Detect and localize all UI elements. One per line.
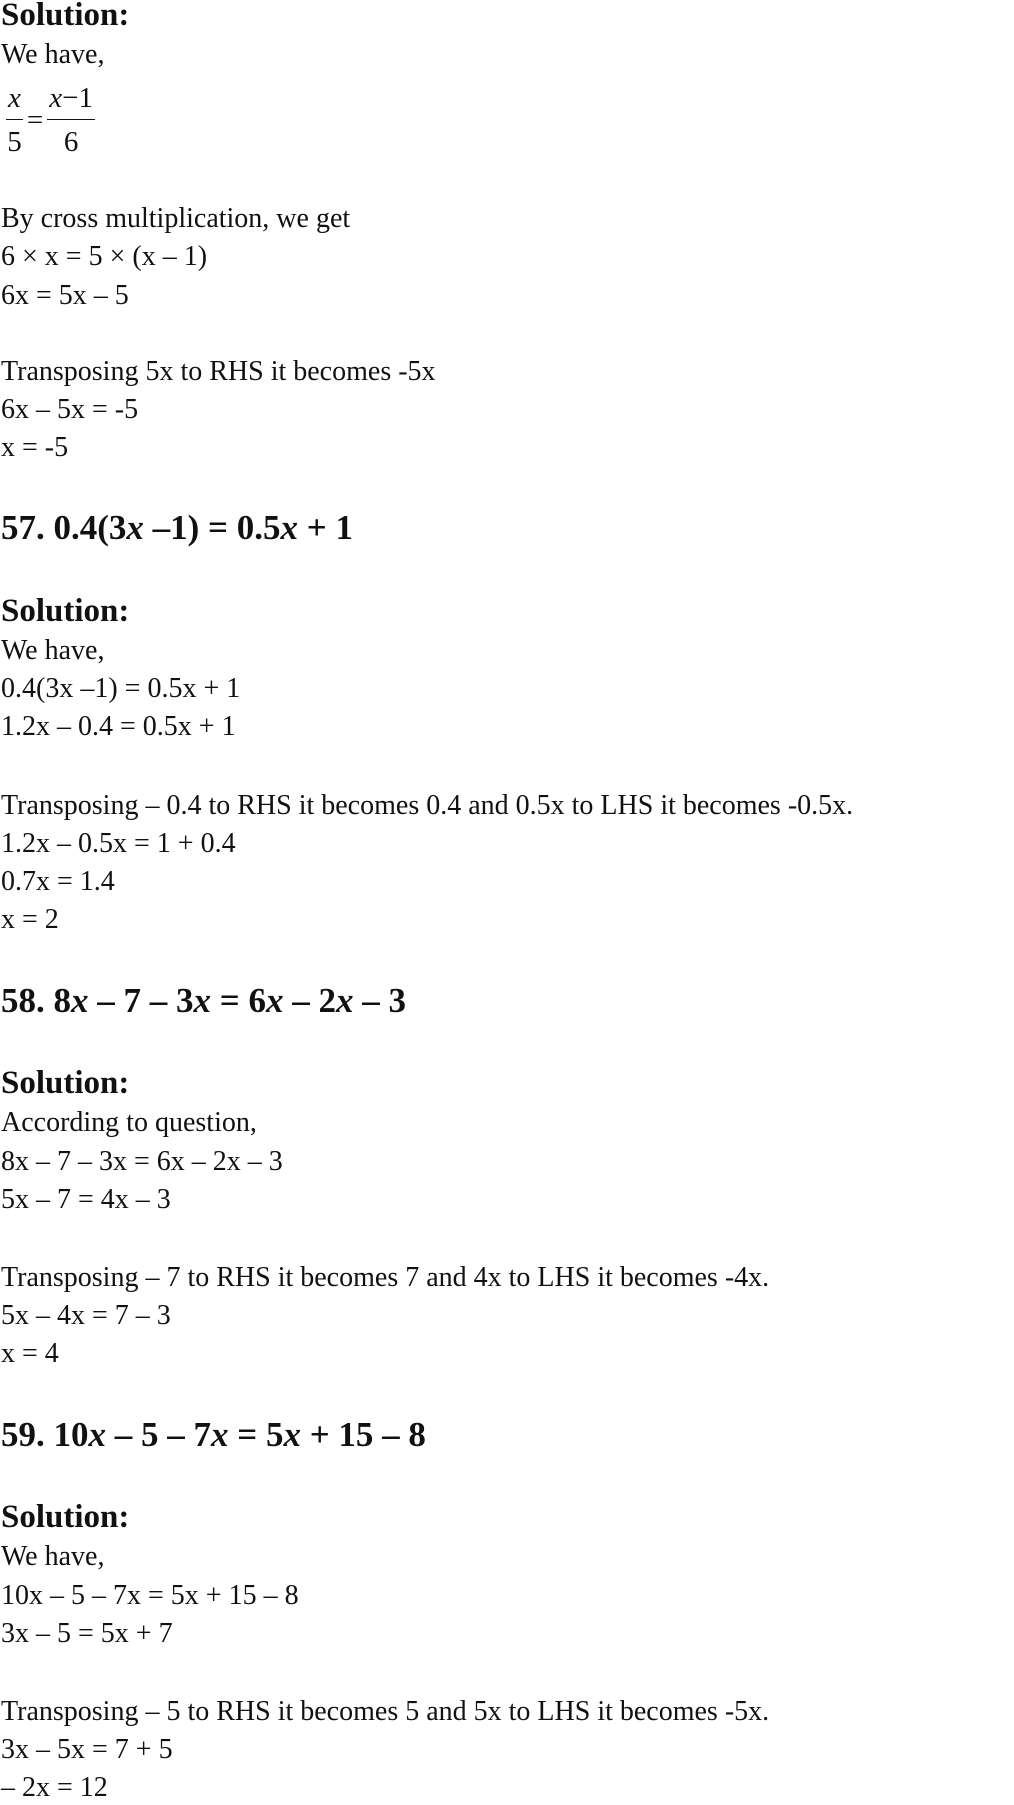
right-fraction [47,81,95,158]
right-numerator [47,81,95,120]
left-numerator: x [6,84,23,120]
step-line: 8x – 7 – 3x = 6x – 2x – 3 [1,1146,283,1177]
question-number: 59. [1,1415,45,1454]
solution-heading: Solution: [1,0,130,33]
step-line: 3x – 5x = 7 + 5 [1,1734,173,1765]
question-59-heading: 59. 10x – 5 – 7x = 5x + 15 – 8 [1,1415,426,1454]
step-line: 0.4(3x –1) = 0.5x + 1 [1,673,241,704]
left-fraction [6,81,23,158]
question-58-heading: 58. 8x – 7 – 3x = 6x – 2x – 3 [1,981,406,1020]
right-numerator-constant: −1 [62,81,93,114]
step-line: 6 × x = 5 × (x – 1) [1,241,208,272]
question-57-heading: 57. 0.4(3x –1) = 0.5x + 1 [1,508,353,547]
step-line: 5x – 7 = 4x – 3 [1,1184,171,1215]
question-number: 58. [1,981,45,1020]
step-line: 1.2x – 0.4 = 0.5x + 1 [1,711,236,742]
step-line: 10x – 5 – 7x = 5x + 15 – 8 [1,1580,299,1611]
step-line: 6x = 5x – 5 [1,280,129,311]
step-line: Transposing 5x to RHS it becomes -5x [1,356,436,387]
question-number: 57. [1,508,45,547]
step-line: 5x – 4x = 7 – 3 [1,1300,171,1331]
solution-intro: We have, [1,39,105,70]
step-line: By cross multiplication, we get [1,203,351,234]
equals-sign: = [26,103,44,136]
step-line: Transposing – 0.4 to RHS it becomes 0.4 and 0.5x to LHS it becomes -0.5x. [1,790,854,821]
step-line: x = 2 [1,904,59,935]
right-numerator-variable: x [49,81,63,114]
step-line: 1.2x – 0.5x = 1 + 0.4 [1,828,236,859]
step-line: According to question, [1,1107,257,1138]
step-line: – 2x = 12 [1,1772,108,1803]
step-line: We have, [1,635,105,666]
solution-heading: Solution: [1,593,130,629]
step-line: x = -5 [1,432,69,463]
step-line: Transposing – 7 to RHS it becomes 7 and 4x to LHS it becomes -4x. [1,1262,770,1293]
step-line: 0.7x = 1.4 [1,866,115,897]
step-line: x = 4 [1,1338,59,1369]
fraction-equation [6,80,95,160]
step-line: We have, [1,1541,105,1572]
left-denominator: 5 [7,125,22,158]
right-denominator: 6 [63,125,79,158]
solution-heading: Solution: [1,1065,130,1101]
step-line: 3x – 5 = 5x + 7 [1,1618,173,1649]
step-line: Transposing – 5 to RHS it becomes 5 and 5x to LHS it becomes -5x. [1,1696,770,1727]
step-line: 6x – 5x = -5 [1,394,139,425]
solution-heading: Solution: [1,1499,130,1535]
